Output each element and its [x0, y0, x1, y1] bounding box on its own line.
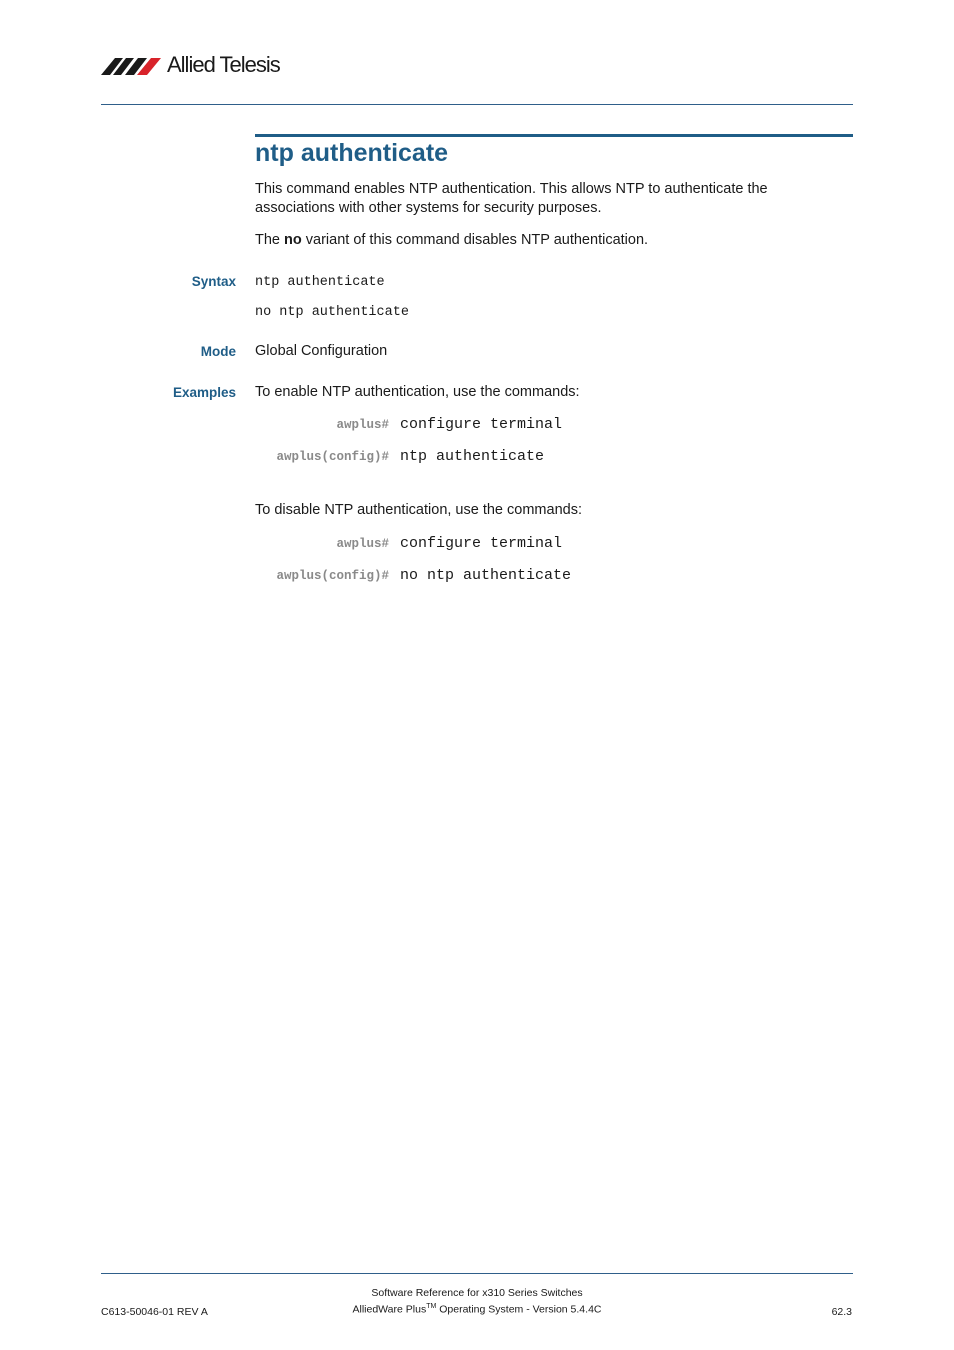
- mode-label: Mode: [200, 344, 236, 359]
- footer-doc-id: C613-50046-01 REV A: [101, 1306, 208, 1318]
- cli-prompt: awplus(config)#: [276, 450, 389, 464]
- mode-value: Global Configuration: [255, 343, 388, 359]
- no-variant-paragraph: [255, 231, 815, 250]
- footer-page-number: 62.3: [831, 1306, 852, 1318]
- cli-command: configure terminal: [400, 416, 563, 433]
- allied-telesis-logo-icon: [101, 54, 163, 76]
- footer-product: [0, 1303, 954, 1316]
- title-divider: [255, 134, 853, 137]
- logo-text: Allied Telesis: [167, 52, 280, 77]
- command-line: [0, 567, 571, 584]
- syntax-line-2: no ntp authenticate: [255, 305, 409, 320]
- command-line: [0, 448, 544, 465]
- cli-prompt: awplus(config)#: [276, 569, 389, 583]
- footer-doc-title: Software Reference for x310 Series Switches: [371, 1287, 583, 1299]
- footer-product-suffix: Operating System - Version 5.4.4C: [436, 1303, 602, 1316]
- syntax-label: Syntax: [191, 274, 236, 289]
- cli-prompt: awplus#: [336, 418, 389, 432]
- footer-product-prefix: AlliedWare Plus: [352, 1303, 427, 1316]
- enable-intro: To enable NTP authentication, use the commands:: [255, 384, 580, 400]
- cli-command: configure terminal: [400, 535, 563, 552]
- header-divider: [101, 104, 853, 105]
- no-variant-prefix: The: [255, 232, 285, 248]
- no-variant-keyword: no: [284, 232, 302, 248]
- no-variant-suffix: variant of this command disables NTP authentication.: [301, 232, 649, 248]
- command-line: [0, 535, 562, 552]
- cli-command: no ntp authenticate: [400, 567, 572, 584]
- footer-divider: [101, 1273, 853, 1274]
- footer-trademark: TM: [426, 1303, 437, 1310]
- command-line: [0, 416, 562, 433]
- page-title: ntp authenticate: [255, 139, 449, 167]
- cli-command: ntp authenticate: [400, 448, 545, 465]
- disable-intro: To disable NTP authentication, use the commands:: [255, 502, 582, 518]
- syntax-line-1: ntp authenticate: [255, 275, 385, 290]
- allied-telesis-logo: [101, 52, 280, 78]
- intro-paragraph: This command enables NTP authentication. This allows NTP to authenticate the associations with other systems for security purposes.: [255, 181, 768, 216]
- examples-label: Examples: [172, 385, 236, 400]
- cli-prompt: awplus#: [336, 537, 389, 551]
